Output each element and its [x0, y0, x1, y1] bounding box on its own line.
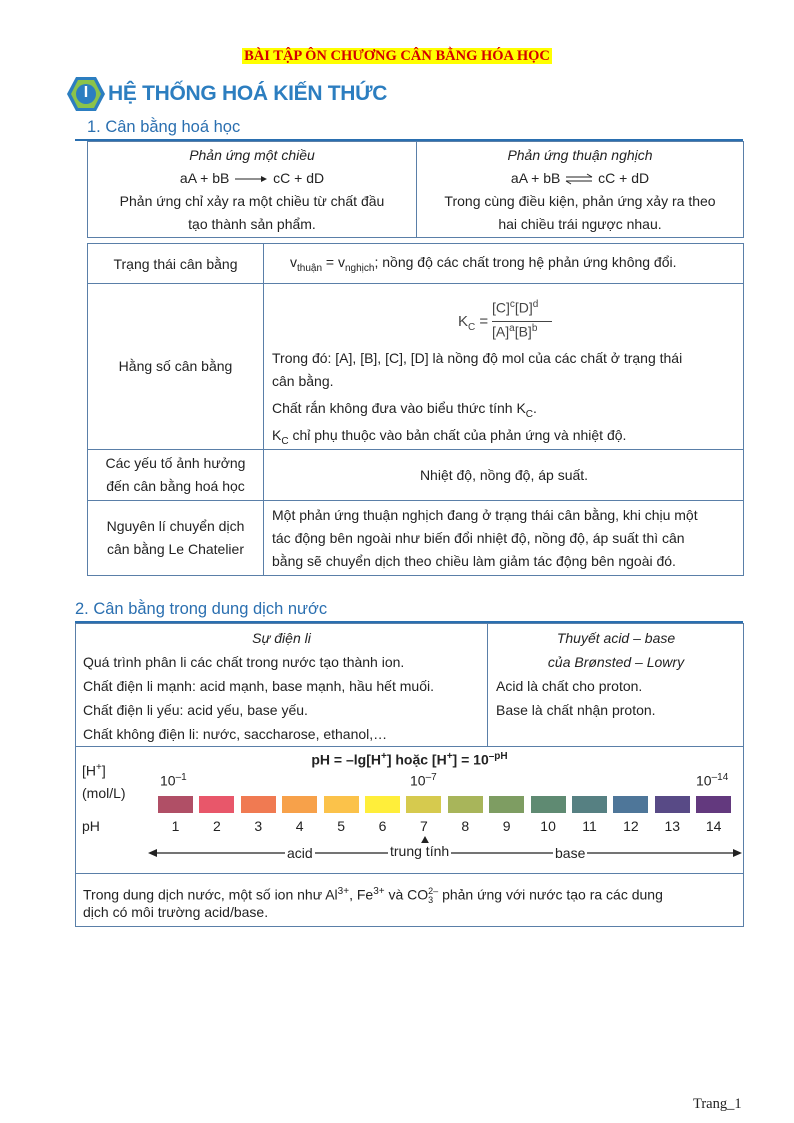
- equilibrium-constant-label: Hằng số cân bằng: [118, 358, 233, 374]
- reversible-desc1: Trong cùng điều kiện, phản ứng xảy ra theo: [444, 193, 716, 209]
- forward-arrow-icon: [233, 174, 269, 184]
- ph-value: 5: [337, 818, 345, 834]
- lechatelier-line-2: tác động bên ngoài như biến đổi nhiệt độ, nồng độ, áp suất thì cân: [272, 530, 685, 546]
- ph-color-bar: [365, 796, 400, 813]
- lechatelier-line-3: bằng sẽ chuyển dịch theo chiều làm giảm tác động bên ngoài đó.: [272, 553, 676, 569]
- table-divider: [263, 243, 264, 576]
- page-number: Trang_1: [693, 1096, 742, 1112]
- constant-note-1a: Trong đó: [A], [B], [C], [D] là nồng độ mol của các chất ở trạng thái: [272, 350, 683, 366]
- section2-title: 2. Cân bằng trong dung dịch nước: [75, 600, 328, 618]
- ph-value: 7: [419, 818, 428, 834]
- reversible-desc2: hai chiều trái ngược nhau.: [498, 216, 662, 232]
- factors-label-1: Các yếu tố ảnh hưởng: [105, 455, 246, 471]
- equilibrium-state-value: $v_{thuận} = v_{nghịch}$; nồng độ các chất trong hệ phản ứng không đổi.: [290, 254, 677, 274]
- kc-denominator: $[A]^a[B]^b$: [492, 323, 538, 340]
- ph-color-bar: [613, 796, 648, 813]
- equilibrium-state-label: Trạng thái cân bằng: [113, 256, 238, 272]
- electrolysis-line: Chất điện li yếu: acid yếu, base yếu.: [83, 702, 308, 718]
- ph-label: pH: [82, 818, 100, 834]
- exponent-right: $10^{-14}$: [696, 772, 729, 789]
- acid-base-line: Base là chất nhận proton.: [496, 702, 656, 718]
- h-concentration-label: [H+]: [82, 762, 106, 779]
- ph-value: 8: [461, 818, 470, 834]
- ph-color-bar: [531, 796, 566, 813]
- ph-color-bar: [572, 796, 607, 813]
- acid-label: acid: [287, 845, 313, 861]
- fraction-bar: [492, 321, 552, 322]
- ph-color-bar: [448, 796, 483, 813]
- hydrolysis-note-2: dịch có môi trường acid/base.: [83, 904, 269, 920]
- box-divider: [75, 746, 744, 747]
- constant-note-1b: cân bằng.: [272, 373, 334, 389]
- constant-note-3: $K_C$ chỉ phụ thuộc vào bản chất của phản ứng và nhiệt độ.: [272, 427, 627, 447]
- exponent-left: $10^{-1}$: [160, 772, 187, 789]
- ph-color-bar: [696, 796, 731, 813]
- document-title: BÀI TẬP ÔN CHƯƠNG CÂN BẰNG HÓA HỌC: [244, 48, 550, 64]
- acid-base-header-1: Thuyết acid – base: [556, 630, 676, 646]
- ph-value: 1: [171, 818, 180, 834]
- section1-title: 1. Cân bằng hoá học: [87, 118, 241, 136]
- row-divider: [87, 500, 744, 501]
- ph-value: 10: [540, 818, 556, 834]
- ph-value: 6: [378, 818, 387, 834]
- ph-color-bar: [199, 796, 234, 813]
- electrolysis-header: Sự điện li: [252, 630, 311, 646]
- factors-value: Nhiệt độ, nồng độ, áp suất.: [419, 467, 589, 483]
- ph-color-bar: [489, 796, 524, 813]
- exponent-mid: $10^{-7}$: [410, 772, 437, 789]
- kc-formula: $K_C$ = $[C]^c[D]^d$ $[A]^a[B]^b$: [458, 301, 568, 347]
- base-label: base: [555, 845, 586, 861]
- reversible-header: Phản ứng thuận nghịch: [507, 147, 653, 163]
- ph-color-bar: [406, 796, 441, 813]
- electrolysis-line: Chất không điện li: nước, saccharose, ethanol,…: [83, 726, 388, 742]
- row-divider: [87, 283, 744, 284]
- electrolysis-line: Quá trình phân li các chất trong nước tạo thành ion.: [83, 654, 405, 670]
- ph-color-bar: [282, 796, 317, 813]
- equilibrium-arrows-icon: [564, 173, 594, 185]
- ph-value: 14: [705, 818, 722, 834]
- ph-color-bar: [655, 796, 690, 813]
- factors-label-2: đến cân bằng hoá học: [106, 478, 245, 494]
- one-way-desc1: Phản ứng chỉ xảy ra một chiều từ chất đầu: [119, 193, 385, 209]
- main-heading: HỆ THỐNG HOÁ KIẾN THỨC: [108, 82, 388, 105]
- ph-color-bar: [324, 796, 359, 813]
- ph-value: 4: [295, 818, 304, 834]
- ph-formula: pH = –lg[H+] hoặc $[H^+] = 10^{-pH}$: [311, 751, 508, 768]
- one-way-desc2: tạo thành sản phẩm.: [188, 216, 316, 232]
- one-way-header: Phản ứng một chiều: [189, 147, 315, 163]
- box-divider: [75, 873, 744, 874]
- reversible-equation: aA + bB cC + dD: [510, 170, 650, 186]
- lechatelier-line-1: Một phản ứng thuận nghịch đang ở trạng thái cân bằng, khi chịu một: [272, 507, 698, 523]
- ph-value: 12: [623, 818, 639, 834]
- ph-value: 2: [212, 818, 221, 834]
- ph-value: 11: [582, 818, 597, 834]
- ph-color-bar: [158, 796, 193, 813]
- kc-numerator: $[C]^c[D]^d$: [492, 299, 539, 316]
- constant-note-2: Chất rắn không đưa vào biểu thức tính $K_C$.: [272, 400, 537, 420]
- electrolysis-line: Chất điện li mạnh: acid mạnh, base mạnh, hầu hết muối.: [83, 678, 434, 694]
- ph-value: 9: [502, 818, 511, 834]
- acid-base-line: Acid là chất cho proton.: [496, 678, 643, 694]
- ph-value: 3: [254, 818, 263, 834]
- lechatelier-label-2: cân bằng Le Chatelier: [107, 541, 244, 557]
- hydrolysis-note-1: Trong dung dịch nước, một số ion như $Al^{3+}$, $Fe^{3+}$ và CO 2– 3 phản ứng với nước tạo ra các dung: [83, 885, 663, 905]
- acid-base-header-2: của Brønsted – Lowry: [547, 654, 685, 670]
- hexagon-badge-label: I: [83, 84, 89, 101]
- lechatelier-label-1: Nguyên lí chuyển dịch: [106, 518, 245, 534]
- unit-label: (mol/L): [82, 785, 126, 801]
- neutral-label: trung tính: [390, 843, 450, 859]
- ph-value: 13: [664, 818, 681, 834]
- one-way-equation: aA + bB cC + dD: [179, 170, 325, 186]
- ph-color-bar: [241, 796, 276, 813]
